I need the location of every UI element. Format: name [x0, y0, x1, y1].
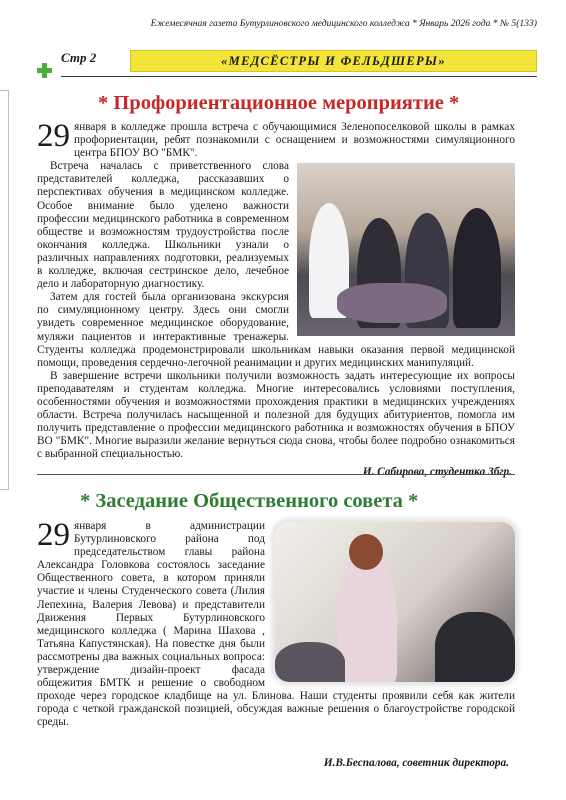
newspaper-banner: «МЕДСЁСТРЫ И ФЕЛЬДШЕРЫ»	[130, 50, 537, 72]
article1-paragraph-3: Затем для гостей была организована экскурсия по симуляционному центру. Здесь они смогли увидеть современное медицинское оборудование, муляжи пациентов и интерактивные тренажеры. Студенты колледжа продемонстрировали школьникам навыки оказания первой медицинской помощи, проведения сердечно-легочной реанимации и других медицинских манипуляций.	[37, 291, 515, 369]
article1-signature: И. Сабирова, студентка 3бгр.	[362, 466, 512, 479]
article1-dropcap: 29	[37, 118, 70, 154]
medical-cross-icon	[37, 63, 52, 78]
public-council-photo	[275, 522, 515, 682]
newspaper-info: Ежемесячная газета Бутурлиновского медицинского колледжа * Январь 2026 года * № 5(133)	[150, 18, 537, 29]
article2-paragraph-1: 29 января в администрации Бутурлиновского района под председательством главы района Александра Головкова состоялось заседание Общественного совета, в котором приняли участие и члены Студенческого совета (Лилия Лепехина, Валерия Левова) и представители Движения Первых Бутурлиновского медицинского колледжа ( Марина Шахова , Татьяна Капустянская). На повестке дня были рассмотрены два важных социальных вопроса: утверждение дизайн-проект фасада общежития БМТК и решение о свободном проходе через городское кладбище на ул. Блинова. Наши студенты проявили себя как жители города с четкой гражданской позицией, обсуждая важные решения о благоустройстве городской среды.	[37, 517, 515, 729]
article1-paragraph-1: 29 января в колледже прошла встреча с обучающимися Зеленопоселковой школы в рамках профориентации, ребят познакомили с оснащением и возможностями симуляционного центра БПОУ ВО "БМК".	[37, 118, 515, 160]
article2-signature: И.В.Беспалова, советник директора.	[323, 757, 509, 769]
article2	[37, 517, 515, 730]
simulation-center-photo	[297, 163, 515, 336]
side-strip	[0, 90, 9, 490]
article1-paragraph-2: Встреча началась с приветственного слова представителей колледжа, рассказавших о перспективах обучения в медицинском колледже. Особое внимание было уделено важности профессии медицинского работника в современном обществе и возможностям трудоустройства после окончания колледжа. Школьники узнали о различных направлениях подготовки, реализуемых в колледже, включая сестринское дело, лечебное дело и лабораторную диагностику.	[37, 160, 289, 291]
article-divider	[37, 474, 515, 475]
article1	[37, 118, 515, 480]
article2-title: * Заседание Общественного совета *	[80, 490, 419, 512]
masthead-divider	[61, 76, 537, 77]
page-number: Стр 2	[61, 50, 97, 65]
article1-paragraph-4: В завершение встречи школьники получили возможность задать интересующие их вопросы преподавателям и студентам колледжа. Многие интересовались условиями поступления, особенностями обучения и возможностями прохождения практики в медицинских учреждениях области. Встреча получилась насыщенной и полезной для будущих абитуриентов, помогла им получить представление о профессии медицинского работника и возможностях обучения в БПОУ ВО "БМК". Многие выразили желание вернуться сюда снова, чтобы более подробно ознакомиться с выбранной специальностью.	[37, 369, 515, 461]
article1-title: * Профориентационное мероприятие *	[98, 92, 460, 114]
masthead	[37, 14, 537, 84]
article2-dropcap: 29	[37, 517, 70, 553]
